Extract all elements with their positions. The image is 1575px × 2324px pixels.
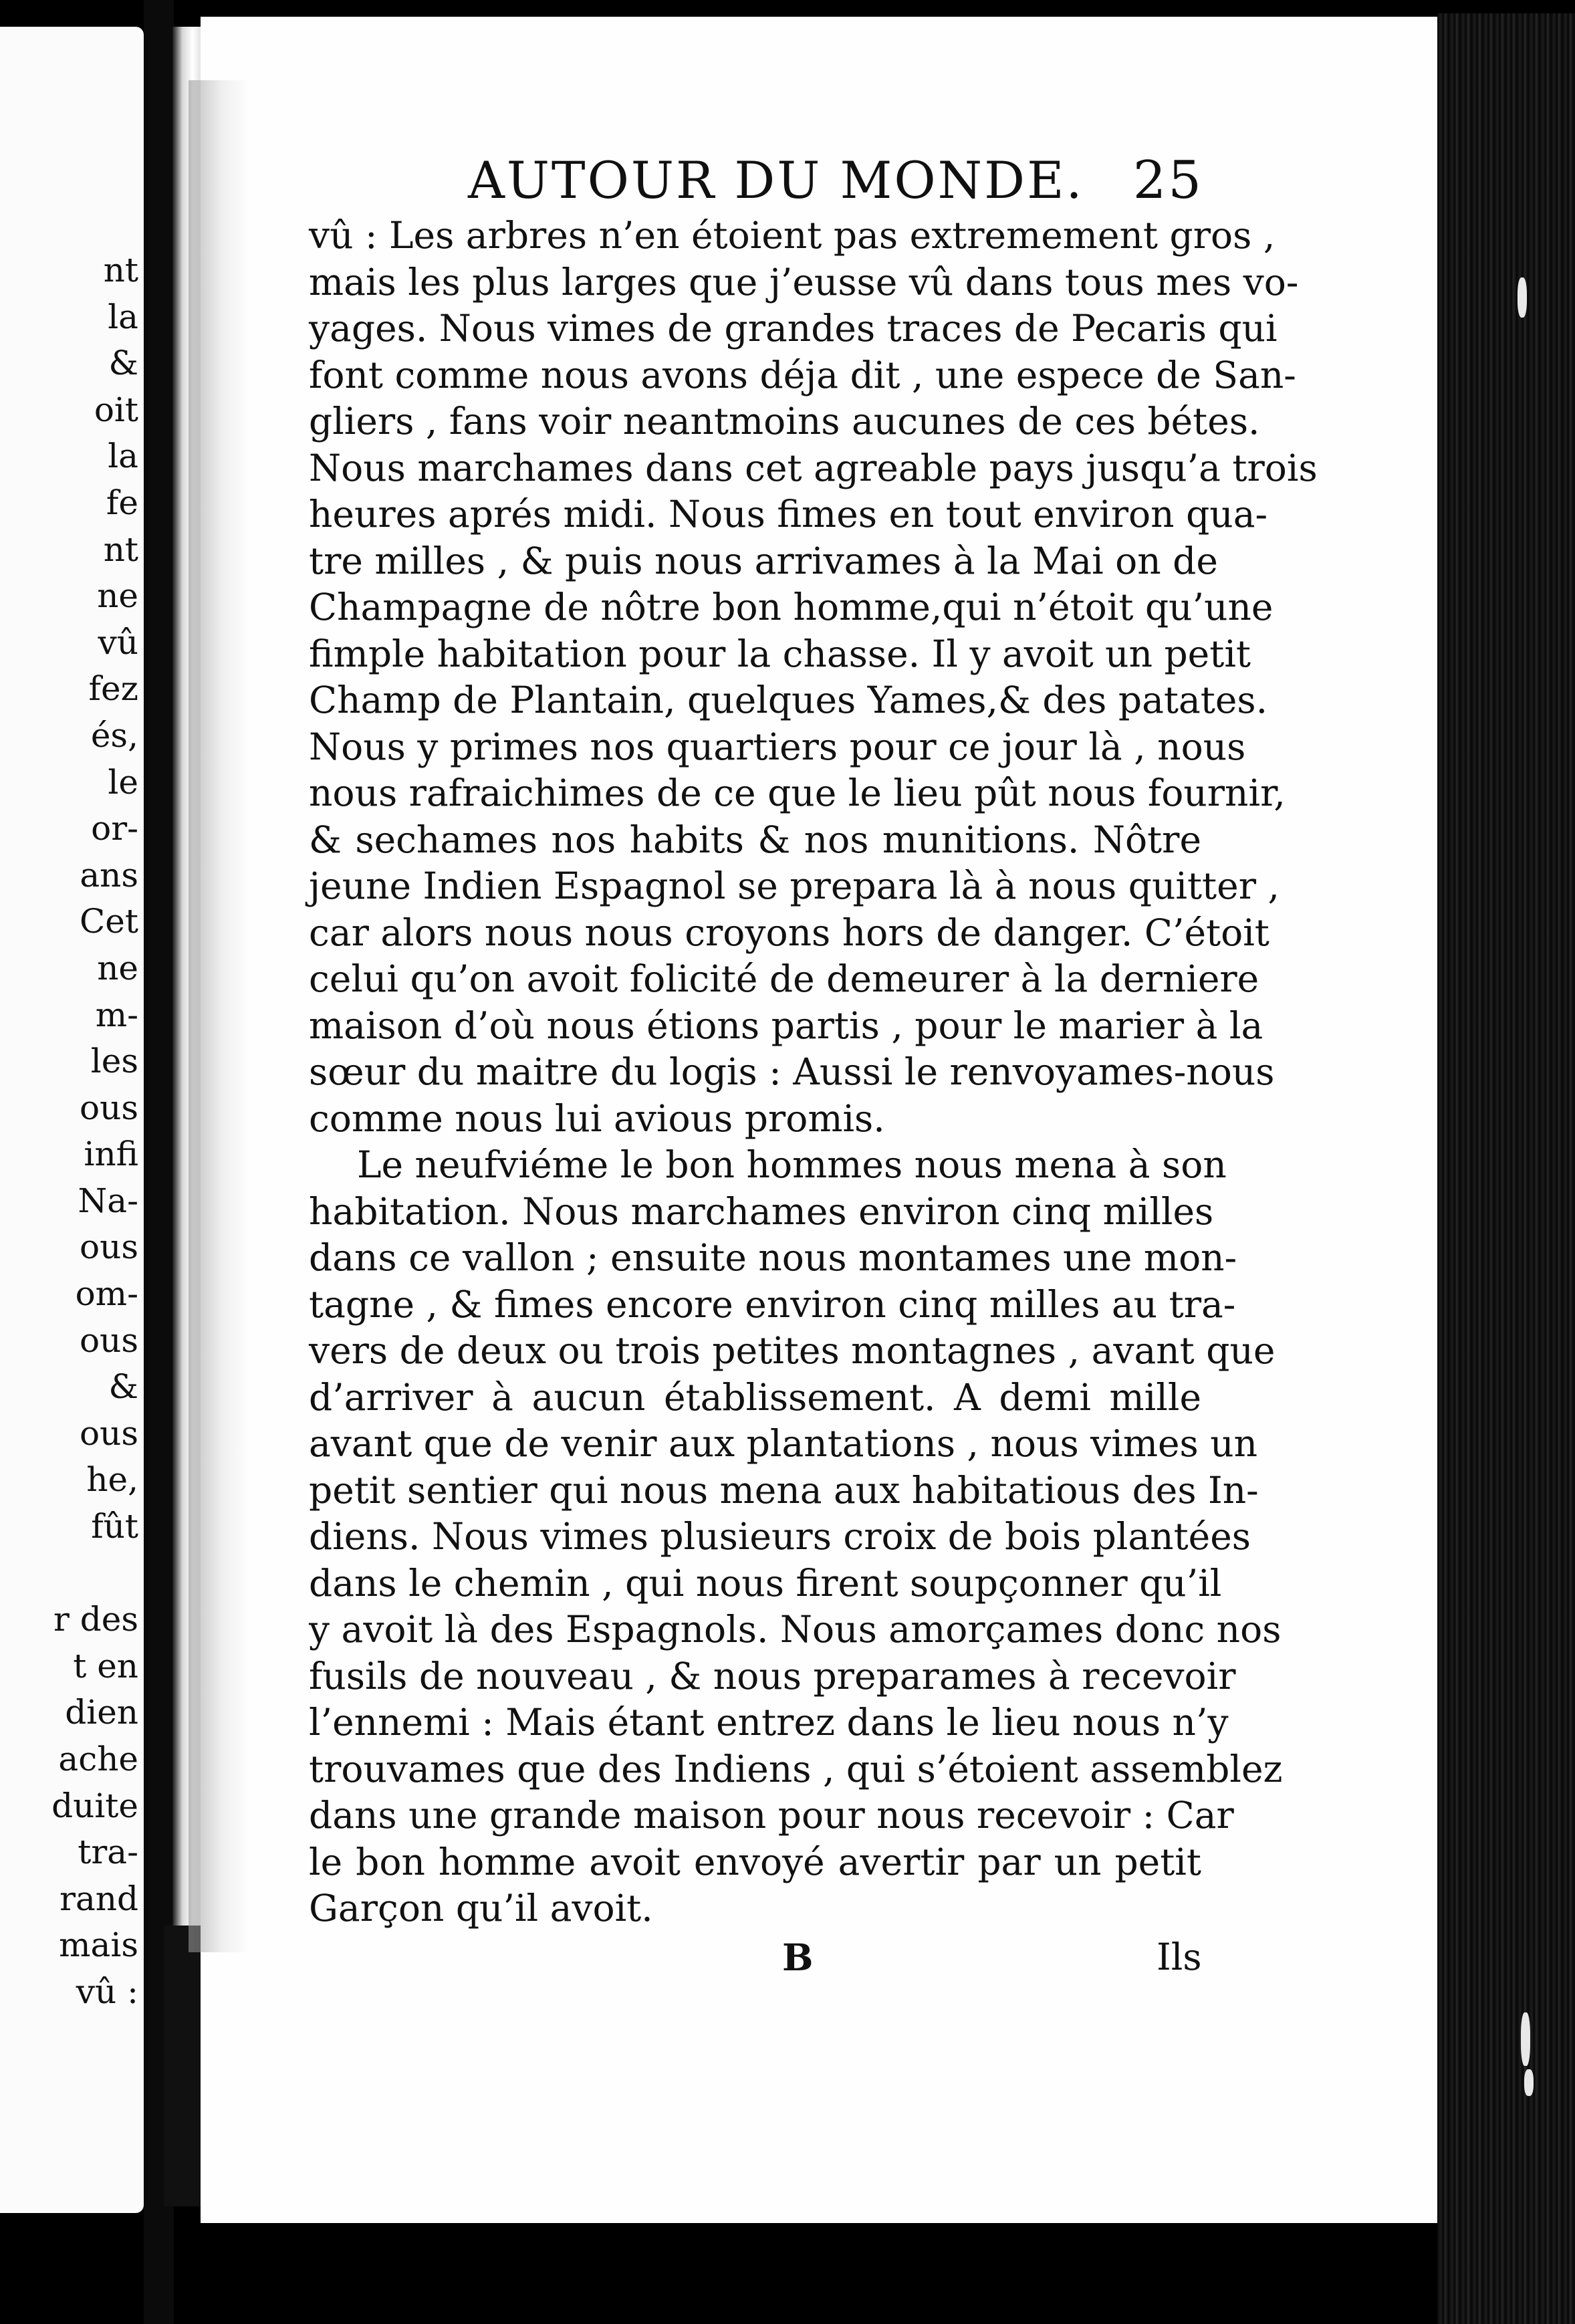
left-line: vû [98, 622, 138, 662]
left-line: les [90, 1042, 138, 1081]
text-line: d’arriver à aucun établissement. A demi mille [309, 1375, 1201, 1419]
text-line: Garçon qu’il avoit. [309, 1887, 653, 1930]
left-line: & [108, 344, 138, 383]
text-line: Champagne de nôtre bon homme,qui n’étoit qu’une [309, 586, 1274, 628]
left-line: infi [84, 1135, 138, 1174]
text-line: heures aprés midi. Nous fimes en tout environ qua- [309, 493, 1268, 536]
left-line: rand [59, 1879, 138, 1918]
left-page-text-fragments [51, 247, 138, 2016]
page-edges-stack [1437, 13, 1575, 2324]
text-line: trouvames que des Indiens , qui s’étoient assemblez [309, 1747, 1283, 1790]
left-line: vû : [76, 1972, 138, 2011]
text-line: mais les plus larges que j’eusse vû dans tous mes vo- [309, 260, 1299, 304]
text-line: tre milles , & puis nous arrivames à la Mai on de [309, 539, 1218, 582]
left-line: fe [106, 483, 138, 522]
left-line: r des [53, 1600, 138, 1639]
left-line: la [108, 437, 138, 476]
text-line: Champ de Plantain, quelques Yames,& des patates. [309, 679, 1268, 721]
left-line: ne [97, 576, 138, 616]
left-line: ous [80, 1088, 138, 1127]
left-line: t en [73, 1646, 138, 1686]
text-line: yages. Nous vimes de grandes traces de Pecaris qui [309, 307, 1278, 350]
left-line: & [108, 1367, 138, 1407]
text-line: car alors nous nous croyons hors de danger. C’étoit [309, 911, 1269, 954]
left-line [51, 1550, 138, 1597]
edge-fleck [1524, 2069, 1534, 2096]
running-head [468, 150, 1203, 211]
text-line: gliers , fans voir neantmoins aucunes de ces bétes. [309, 400, 1260, 443]
left-line: dien [65, 1693, 138, 1732]
text-line: nous rafraichimes de ce que le lieu pût nous fournir, [309, 772, 1286, 814]
left-line: tra- [78, 1833, 138, 1872]
text-line: diens. Nous vimes plusieurs croix de bois plantées [309, 1515, 1251, 1558]
body-text [309, 213, 1318, 1932]
left-line: nt [103, 530, 138, 569]
text-line: comme nous lui avious promis. [309, 1096, 885, 1140]
text-line: dans le chemin , qui nous firent soupçonner qu’il [309, 1561, 1222, 1605]
left-line: ache [58, 1740, 138, 1778]
page-curve-shadow [189, 80, 249, 1952]
text-line: sœur du maitre du logis : Aussi le renvoyames-nous [309, 1050, 1275, 1093]
left-line: mais [59, 1926, 138, 1965]
text-line: maison d’où nous étions partis , pour le marier à la [309, 1004, 1263, 1047]
text-line: font comme nous avons déja dit , une espece de San- [309, 353, 1296, 396]
left-line: or- [91, 809, 138, 848]
text-line: Le neufviéme le bon hommes nous mena à son [357, 1143, 1227, 1186]
edge-fleck [1518, 277, 1527, 318]
left-line: duite [51, 1786, 138, 1825]
left-line: ous [80, 1228, 138, 1267]
text-line: Nous marchames dans cet agreable pays jusqu’a trois [309, 446, 1318, 489]
catchword: Ils [1157, 1936, 1202, 1978]
text-line: y avoit là des Espagnols. Nous amorçames donc nos [309, 1608, 1282, 1651]
left-line: le [108, 762, 138, 802]
text-line: vû : Les arbres n’en étoient pas extremement gros , [309, 214, 1276, 257]
left-line: nt [103, 251, 138, 289]
left-line: ans [80, 855, 138, 895]
left-line: he, [86, 1460, 138, 1500]
text-line: celui qu’on avoit folicité de demeurer à la derniere [309, 957, 1259, 1000]
left-line: om- [75, 1274, 138, 1314]
text-line: jeune Indien Espagnol se prepara là à nous quitter , [309, 864, 1280, 907]
left-line: la [108, 297, 138, 336]
left-line: ous [80, 1413, 138, 1453]
text-line: tagne , & fimes encore environ cinq milles au tra- [309, 1282, 1236, 1326]
left-line: ne [97, 948, 138, 987]
left-line: oit [94, 390, 138, 429]
text-line: avant que de venir aux plantations , nous vimes un [309, 1422, 1258, 1465]
text-line: habitation. Nous marchames environ cinq milles [309, 1189, 1214, 1233]
left-line: Na- [78, 1181, 138, 1220]
text-line: Nous y primes nos quartiers pour ce jour là , nous [309, 725, 1246, 768]
text-line: l’ennemi : Mais étant entrez dans le lieu nous n’y [309, 1701, 1229, 1744]
left-facing-page [0, 27, 144, 2213]
text-line: & sechames nos habits & nos munitions. Nôtre [309, 818, 1201, 861]
text-line: dans une grande maison pour nous recevoir : Car [309, 1794, 1234, 1837]
running-head-title: AUTOUR DU MONDE. [468, 150, 1084, 210]
text-line: petit sentier qui nous mena aux habitatious des In- [309, 1468, 1259, 1512]
text-line: fimple habitation pour la chasse. Il y avoit un petit [309, 632, 1251, 675]
text-line: dans ce vallon ; ensuite nous montames une mon- [309, 1236, 1237, 1279]
left-line: m- [95, 995, 138, 1034]
text-line: le bon homme avoit envoyé avertir par un petit [309, 1840, 1201, 1883]
text-line: fusils de nouveau , & nous preparames à recevoir [309, 1654, 1236, 1698]
text-line: vers de deux ou trois petites montagnes , avant que [309, 1329, 1276, 1372]
left-line: ous [80, 1320, 138, 1360]
left-line: fez [88, 669, 138, 709]
left-line: Cet [80, 902, 138, 941]
edge-fleck [1521, 2012, 1530, 2066]
left-line: és, [90, 715, 138, 755]
left-line: fût [91, 1507, 138, 1546]
page-number: 25 [1132, 150, 1203, 211]
signature-mark: B [782, 1936, 814, 1979]
